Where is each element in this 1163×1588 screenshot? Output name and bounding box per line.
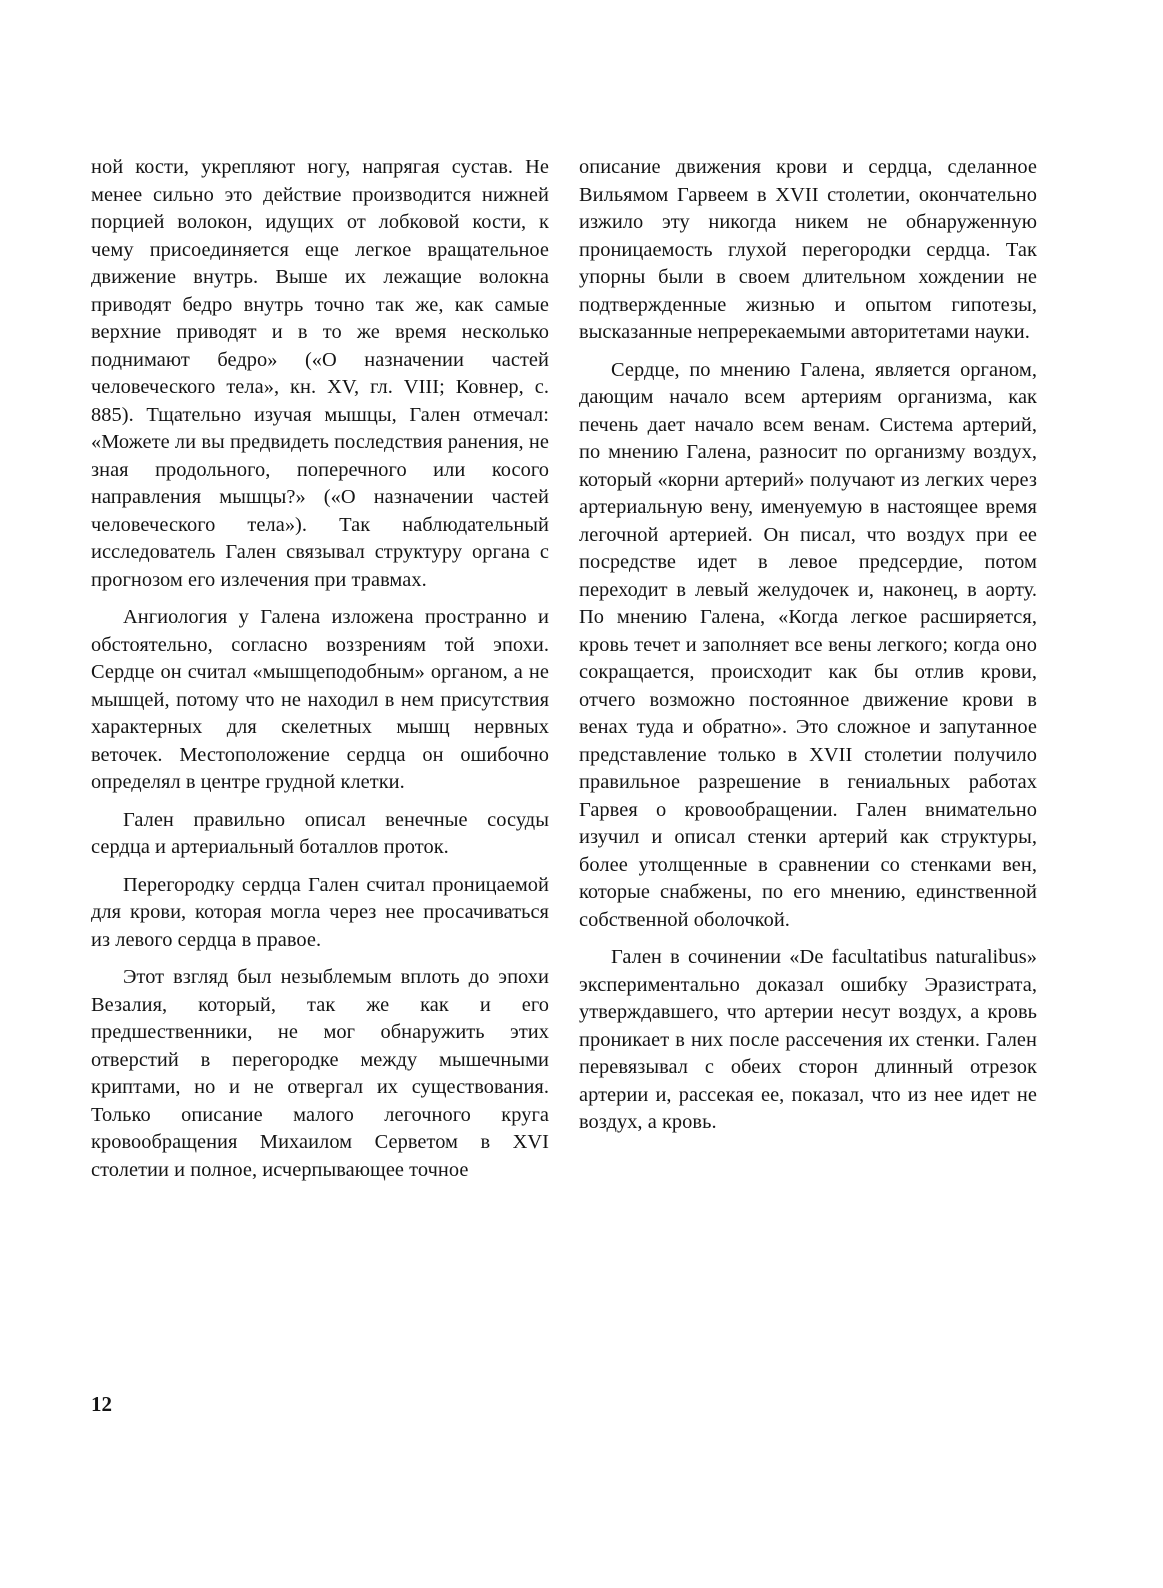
paragraph-angiology: Ангиология у Галена изложена пространно и обстоятельно, согласно воззрениям той эпохи. Сердце он считал «мышцеподобным» органом, а не мышцей, потому что не находил в нем присутствия характерных для скелетных мышц нервных веточек. Местоположение сердца он ошибочно определял в центре грудной клетки. xyxy=(91,606,549,793)
page-number: 12 xyxy=(91,1392,112,1416)
paragraph-coronary-vessels: Гален правильно описал венечные сосуды сердца и артериальный боталлов проток. xyxy=(91,808,549,858)
paragraph-experiment: Гален в сочинении «De facultatibus naturalibus» экспериментально доказал ошибку Эразистрата, утверждавшего, что артерии несут воздух, а кровь проникает в них после рассечения их стенки. Гален перевязывал с обеих сторон длинный отрезок артерии и, рассекая ее, показал, что из нее идет не воздух, а кровь. xyxy=(579,946,1037,1133)
right-text-column xyxy=(579,154,1037,1137)
left-text-column xyxy=(91,154,549,1184)
paragraph-harvey: описание движения крови и сердца, сделанное Вильямом Гарвеем в XVII столетии, окончательно изжило эту никогда никем не обнаруженную проницаемость глухой перегородки сердца. Так упорны были в своем длительном хождении не подтвержденные жизнью и опытом гипотезы, высказанные непререкаемыми авторитетами науки. xyxy=(579,156,1037,343)
paragraph-continued: ной кости, укрепляют ногу, напрягая сустав. Не менее сильно это действие производится нижней порцией волокон, идущих от лобковой кости, к чему присоединяется еще легкое вращательное движение внутрь. Выше их лежащие волокна приводят бедро внутрь точно так же, как самые верхние приводят и в то же время несколько поднимают бедро» («О назначении частей человеческого тела», кн. XV, гл. VIII; Ковнер, с. 885). Тщательно изучая мышцы, Гален отмечал: «Можете ли вы предвидеть последствия ранения, не зная продольного, поперечного или косого направления мышцы?» («О назначении частей человеческого тела»). Так наблюдательный исследователь Гален связывал структуру органа с прогнозом его излечения при травмах. xyxy=(91,156,549,591)
paragraph-heart-arteries: Сердце, по мнению Галена, является органом, дающим начало всем артериям организма, как печень дает начало всем венам. Система артерий, по мнению Галена, разносит по организму воздух, который «корни артерий» получают из легких через артериальную вену, именуемую в настоящее время легочной артерией. Он писал, что воздух при ее посредстве идет в левое предсердие, потом переходит в левый желудочек и, наконец, в аорту. По мнению Галена, «Когда легкое расширяется, кровь течет и заполняет все вены легкого; когда оно сокращается, происходит как бы отлив крови, отчего возможно постоянное движение крови в венах туда и обратно». Это сложное и запутанное представление только в XVII столетии получило правильное разрешение в гениальных работах Гарвея о кровообращении. Гален внимательно изучил и описал стенки артерий как структуры, более утолщенные в сравнении со стенками вен, которые снабжены, по его мнению, единственной собственной оболочкой. xyxy=(579,358,1037,931)
paragraph-vesalius: Этот взгляд был незыблемым вплоть до эпохи Везалия, который, так же как и его предшественники, не мог обнаружить этих отверстий в перегородке между мышечными криптами, но и не отвергал их существования. Только описание малого легочного круга кровообращения Михаилом Серветом в XVI столетии и полное, исчерпывающее точное xyxy=(91,966,549,1181)
paragraph-septum: Перегородку сердца Гален считал проницаемой для крови, которая могла через нее просачиваться из левого сердца в правое. xyxy=(91,873,549,951)
